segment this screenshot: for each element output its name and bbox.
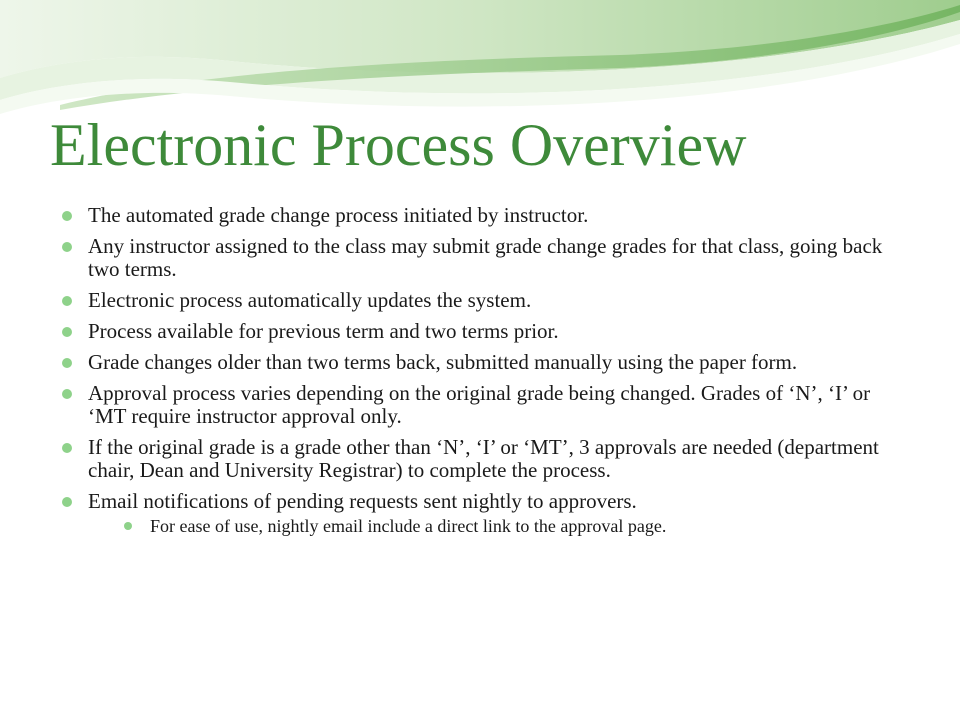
bullet-item [62, 320, 912, 343]
bullet-dot-icon [62, 443, 72, 453]
bullet-item [62, 204, 912, 227]
bullet-item [62, 289, 912, 312]
sub-bullet-item [124, 515, 912, 537]
bullet-item [62, 490, 912, 537]
bullet-dot-icon [62, 211, 72, 221]
bullet-item [62, 351, 912, 374]
header-swoosh-decoration [0, 0, 960, 130]
slide-title: Electronic Process Overview [50, 112, 747, 178]
bullet-dot-icon [62, 327, 72, 337]
bullet-text: Process available for previous term and two terms prior. [88, 319, 559, 343]
bullet-text: If the original grade is a grade other than ‘N’, ‘I’ or ‘MT’, 3 approvals are needed (department chair, Dean and University Registrar) to complete the process. [88, 435, 879, 482]
bullet-dot-icon [62, 497, 72, 507]
bullet-text: Electronic process automatically updates the system. [88, 288, 532, 312]
sub-bullet-text: For ease of use, nightly email include a direct link to the approval page. [150, 516, 667, 536]
sub-bullet-dot-icon [124, 522, 132, 530]
bullet-dot-icon [62, 389, 72, 399]
bullet-item [62, 436, 912, 482]
bullet-text: Approval process varies depending on the original grade being changed. Grades of ‘N’, ‘I’ or ‘MT require instructor approval only. [88, 381, 871, 428]
bullet-text: The automated grade change process initiated by instructor. [88, 203, 589, 227]
bullet-dot-icon [62, 296, 72, 306]
bullet-dot-icon [62, 242, 72, 252]
bullet-item [62, 382, 912, 428]
bullet-text: Email notifications of pending requests sent nightly to approvers. [88, 489, 637, 513]
bullet-dot-icon [62, 358, 72, 368]
bullet-list [62, 204, 912, 545]
bullet-text: Grade changes older than two terms back, submitted manually using the paper form. [88, 350, 798, 374]
bullet-item [62, 235, 912, 281]
bullet-text: Any instructor assigned to the class may submit grade change grades for that class, going back two terms. [88, 234, 883, 281]
